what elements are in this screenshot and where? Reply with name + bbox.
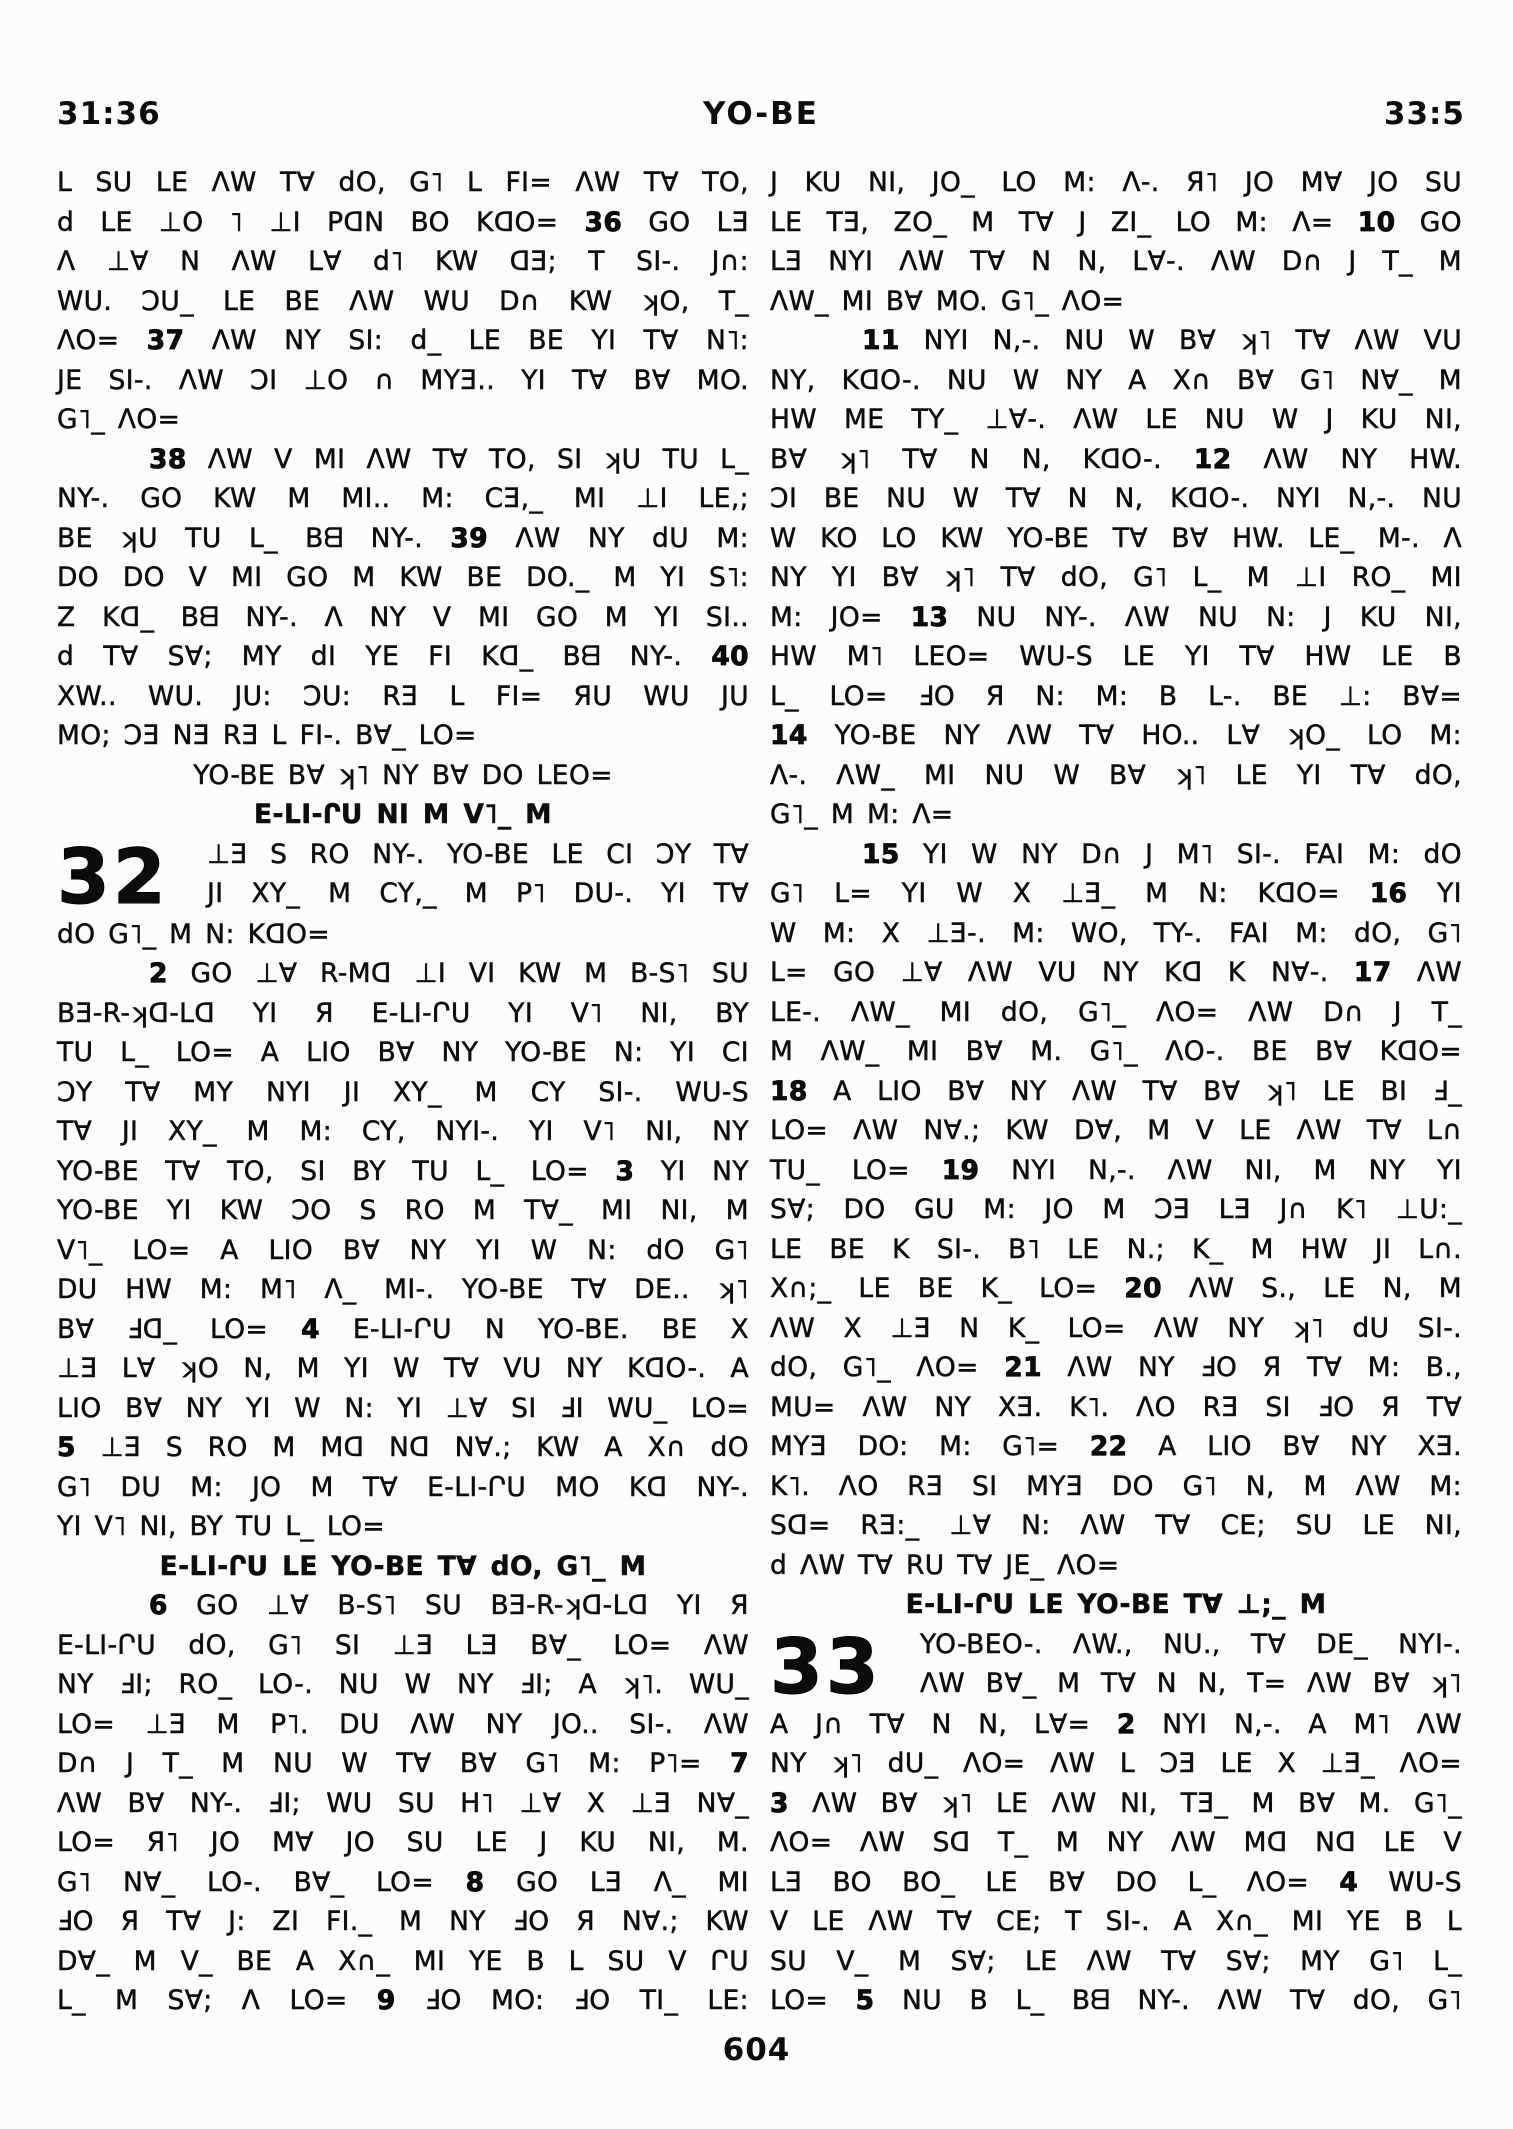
text-line: 14 YO-BE NY ΛW T∀ HO.. L∀ ʞO_ LO M: <box>770 720 1462 751</box>
text-line: LƎ NYI ΛW T∀ N N, L∀-. ΛW D∩ J T_ M <box>770 246 1462 277</box>
left-column <box>57 163 749 2021</box>
text-line: DO DO V MI GO M KW BE DO._ M YI S˥: <box>57 562 749 593</box>
text-line: HW ME TY_ ⊥∀-. ΛW LE NU W J KU NI, <box>770 404 1462 435</box>
text-line: LE-. ΛW_ MI dO, G˥_ ΛO= ΛW D∩ J T_ <box>770 996 1462 1028</box>
text-line: BƎ-R-ʞᗡ-Lᗡ YI Я E-LI-ՐU YI V˥ NI, BY <box>57 997 749 1029</box>
text-line: ΛW_ MI B∀ MO. G˥_ ΛO= <box>770 285 1125 317</box>
text-line: W M: X ⊥Ǝ-. M: WO, TY-. FAI M: dO, G˥ <box>770 917 1462 949</box>
text-line: ΛW B∀_ M T∀ N N, T= ΛW B∀ ʞ˥ <box>920 1668 1462 1699</box>
text-line: LE TƎ, ZO_ M T∀ J ZI_ LO M: Λ= 10 GO <box>770 206 1462 238</box>
text-line: MU= ΛW NY XƎ. K˥. ΛO RƎ SI ℲO Я T∀ <box>770 1391 1462 1423</box>
text-line: XW.. WU. JU: ƆU: RƎ L FI= ЯU WU JU <box>57 680 749 712</box>
text-line: SU V_ M S∀; LE ΛW T∀ S∀; MY G˥ L_ <box>770 1945 1462 1977</box>
text-line: Sᗡ= RƎ:_ ⊥∀ N: ΛW T∀ CE; SU LE NI, <box>770 1510 1462 1541</box>
section-heading: E-LI-ՐU NI M V˥_ M <box>254 799 552 830</box>
header-verse-ref-right: 33:5 <box>1383 96 1465 132</box>
text-line: K˥. ΛO RƎ SI MYƎ DO G˥ N, M ΛW M: <box>770 1470 1462 1502</box>
text-line: S∀; DO GU M: JO M ƆƎ LƎ J∩ K˥ ⊥U:_ <box>770 1194 1462 1225</box>
text-line: ƆY T∀ MY NYI JI XY_ M CY SI-. WU-S <box>57 1076 749 1108</box>
text-line: X∩;_ LE BE K_ LO= 20 ΛW S., LE N, M <box>770 1273 1462 1304</box>
text-line: MYƎ DO: M: G˥= 22 A LIO B∀ NY XƎ. <box>770 1431 1462 1462</box>
page-number: 604 <box>722 2032 791 2068</box>
text-line: ℲO Я T∀ J: ZI FI._ M NY ℲO Я N∀.; KW <box>57 1906 749 1937</box>
text-line: YO-BE T∀ TO, SI BY TU L_ LO= 3 YI NY <box>57 1155 749 1187</box>
text-line: TU L_ LO= A LIO B∀ NY YO-BE N: YI CI <box>57 1037 749 1068</box>
text-line: ⊥Ǝ L∀ ʞO N, M YI W T∀ VU NY KᗡO-. A <box>57 1353 749 1384</box>
text-line: YO-BE B∀ ʞ˥ NY B∀ DO LEO= <box>193 759 613 791</box>
text-line: G˥_ M M: Λ= <box>770 799 954 830</box>
text-line: 2 GO ⊥∀ R-Mᗡ ⊥I VI KW M B-S˥ SU <box>149 958 749 989</box>
text-line: YI V˥ NI, BY TU L_ LO= <box>57 1511 386 1542</box>
text-line: ⊥Ǝ S RO NY-. YO-BE LE CI ƆY T∀ <box>207 838 749 870</box>
text-line: B∀ ʞ˥ T∀ N N, KᗡO-. 12 ΛW NY HW. <box>770 443 1462 475</box>
text-line: ƆI BE NU W T∀ N N, KᗡO-. NYI N,-. NU <box>770 483 1462 514</box>
text-line: V LE ΛW T∀ CE; T SI-. A X∩_ MI YE B L <box>770 1906 1462 1937</box>
text-line: W KO LO KW YO-BE T∀ B∀ HW. LE_ M-. Λ <box>770 522 1462 554</box>
text-line: ΛO= ΛW Sᗡ T_ M NY ΛW Mᗡ Nᗡ LE V <box>770 1827 1462 1858</box>
text-line: HW M˥ LEO= WU-S LE YI T∀ HW LE B <box>770 641 1462 672</box>
chapter-number: 33 <box>770 1624 882 1705</box>
text-line: M ΛW_ MI B∀ M. G˥_ ΛO-. BE B∀ KᗡO= <box>770 1036 1462 1067</box>
text-line: 18 A LIO B∀ NY ΛW T∀ B∀ ʞ˥ LE BI Ⅎ_ <box>770 1075 1462 1107</box>
text-line: A J∩ T∀ N N, L∀= 2 NYI N,-. A M˥ ΛW <box>770 1708 1462 1740</box>
text-line: WU. ƆU_ LE BE ΛW WU D∩ KW ʞO, T_ <box>57 285 749 317</box>
text-line: V˥_ LO= A LIO B∀ NY YI W N: dO G˥ <box>57 1234 749 1266</box>
text-line: L_ M S∀; Λ LO= 9 ℲO MO: ℲO TI_ LE: <box>57 1985 749 2016</box>
text-line: M: JO= 13 NU NY-. ΛW NU N: J KU NI, <box>770 601 1462 633</box>
text-line: dO G˥_ M N: KᗡO= <box>57 918 331 950</box>
text-line: 5 ⊥Ǝ S RO M Mᗡ Nᗡ N∀.; KW A X∩ dO <box>57 1432 749 1463</box>
text-line: LIO B∀ NY YI W N: YI ⊥∀ SI ℲI WU_ LO= <box>57 1392 749 1424</box>
text-line: 6 GO ⊥∀ B-S˥ SU BƎ-R-ʞᗡ-Lᗡ YI Я <box>149 1590 749 1621</box>
text-line: D∀_ M V_ BE A X∩_ MI YE B L SU V ՐU <box>57 1945 749 1977</box>
text-line: d T∀ S∀; MY dI YE FI Kᗡ_ Bᗺ NY-. 40 <box>57 641 749 672</box>
text-line: B∀ Ⅎᗡ_ LO= 4 E-LI-ՐU N YO-BE. BE X <box>57 1313 749 1345</box>
text-line: G˥ N∀_ LO-. B∀_ LO= 8 GO LƎ Λ_ MI <box>57 1866 750 1898</box>
text-line: LO= ΛW N∀.; KW D∀, M V LE ΛW T∀ L∩ <box>770 1115 1462 1146</box>
section-heading: E-LI-ՐU LE YO-BE T∀ ⊥;_ M <box>905 1589 1327 1620</box>
text-line: G˥_ ΛO= <box>57 404 181 435</box>
text-line: DU HW M: M˥ Λ_ MI-. YO-BE T∀ DE.. ʞ˥ <box>57 1274 749 1305</box>
text-line: Λ ⊥∀ N ΛW L∀ d˥ KW ᗡƎ; T SI-. J∩: <box>57 246 749 277</box>
text-line: NY ʞ˥ dU_ ΛO= ΛW L ƆƎ LE X ⊥Ǝ_ ΛO= <box>770 1748 1462 1779</box>
text-line: dO, G˥_ ΛO= 21 ΛW NY ℲO Я T∀ M: B., <box>770 1352 1463 1383</box>
text-line: 38 ΛW V MI ΛW T∀ TO, SI ʞU TU L_ <box>149 443 749 475</box>
text-line: LE BE K SI-. B˥ LE N.; K_ M HW JI L∩. <box>770 1233 1462 1265</box>
text-line: T∀ JI XY_ M M: CY, NYI-. YI V˥ NI, NY <box>57 1116 749 1147</box>
text-line: NY ℲI; RO_ LO-. NU W NY ℲI; A ʞ˥. WU_ <box>57 1669 749 1700</box>
text-line: ΛO= 37 ΛW NY SI: d_ LE BE YI T∀ N˥: <box>57 325 749 356</box>
text-line: NY, KᗡO-. NU W NY A X∩ B∀ G˥ N∀_ M <box>770 364 1462 396</box>
text-line: G˥ L= YI W X ⊥Ǝ_ M N: KᗡO= 16 YI <box>770 878 1462 909</box>
text-line: 11 NYI N,-. NU W B∀ ʞ˥ T∀ ΛW VU <box>862 325 1462 356</box>
text-line: YO-BEO-. ΛW., NU., T∀ DE_ NYI-. <box>920 1628 1462 1660</box>
text-line: ΛW X ⊥Ǝ N K_ LO= ΛW NY ʞ˥ dU SI-. <box>770 1312 1462 1344</box>
text-line: L_ LO= ℲO Я N: M: B L-. BE ⊥: B∀= <box>770 680 1462 712</box>
chapter-block <box>57 835 749 915</box>
text-line: D∩ J T_ M NU W T∀ B∀ G˥ M: P˥= 7 <box>57 1748 749 1779</box>
text-line: LO= Я˥ JO M∀ JO SU LE J KU NI, M. <box>57 1827 749 1858</box>
text-line: TU_ LO= 19 NYI N,-. ΛW NI, M NY YI <box>770 1154 1462 1186</box>
chapter-block <box>770 1625 1462 1705</box>
text-line: LO= 5 NU B L_ Bᗺ NY-. ΛW T∀ dO, G˥ <box>770 1985 1463 2016</box>
text-line: LO= ⊥Ǝ M P˥. DU ΛW NY JO.. SI-. ΛW <box>57 1708 749 1740</box>
text-line: NY YI B∀ ʞ˥ T∀ dO, G˥ L_ M ⊥I RO_ MI <box>770 562 1462 593</box>
text-line: 3 ΛW B∀ ʞ˥ LE ΛW NI, TƎ_ M B∀ M. G˥_ <box>770 1787 1462 1819</box>
text-line: BE ʞU TU L_ Bᗺ NY-. 39 ΛW NY dU M: <box>57 522 749 554</box>
text-line: MO; ƆƎ NƎ RƎ L FI-. B∀_ LO= <box>57 720 477 751</box>
text-line: J KU NI, JO_ LO M: Λ-. Я˥ JO M∀ JO SU <box>770 167 1462 198</box>
text-line: JI XY_ M CY,_ M P˥ DU-. YI T∀ <box>207 878 749 909</box>
text-line: NY-. GO KW M MI.. M: CƎ,_ MI ⊥I LE,; <box>57 483 749 514</box>
text-line: d ΛW T∀ RU T∀ JE_ ΛO= <box>770 1549 1120 1581</box>
running-header <box>57 96 1465 136</box>
text-line: Z Kᗡ_ Bᗺ NY-. Λ NY V MI GO M YI SI.. <box>57 601 749 633</box>
text-line: YO-BE YI KW ƆO S RO M T∀_ MI NI, M <box>57 1195 749 1226</box>
text-line: Λ-. ΛW_ MI NU W B∀ ʞ˥ LE YI T∀ dO, <box>770 759 1462 791</box>
header-book-title: YO-BE <box>703 96 819 132</box>
text-line: d LE ⊥O ˥ ⊥I PᗡN BO KᗡO= 36 GO LƎ <box>57 206 749 238</box>
text-line: JE SI-. ΛW ƆI ⊥O ∩ MYƎ.. YI T∀ B∀ MO. <box>57 364 749 396</box>
text-line: ΛW B∀ NY-. ℲI; WU SU H˥ ⊥∀ X ⊥Ǝ N∀_ <box>57 1787 749 1819</box>
right-column <box>770 163 1462 2021</box>
text-line: E-LI-ՐU dO, G˥ SI ⊥Ǝ LƎ B∀_ LO= ΛW <box>57 1629 749 1661</box>
text-line: G˥ DU M: JO M T∀ E-LI-ՐU MO Kᗡ NY-. <box>57 1471 749 1503</box>
text-line: L= GO ⊥∀ ΛW VU NY Kᗡ K N∀-. 17 ΛW <box>770 957 1462 988</box>
chapter-number: 32 <box>57 834 169 915</box>
text-line: LƎ BO BO_ LE B∀ DO L_ ΛO= 4 WU-S <box>770 1866 1462 1898</box>
section-heading: E-LI-ՐU LE YO-BE T∀ dO, G˥_ M <box>159 1550 647 1582</box>
header-verse-ref-left: 31:36 <box>57 96 161 132</box>
text-line: 15 YI W NY D∩ J M˥ SI-. FAI M: dO <box>862 838 1462 870</box>
text-line: L SU LE ΛW T∀ dO, G˥ L FI= ΛW T∀ TO, <box>57 167 749 198</box>
